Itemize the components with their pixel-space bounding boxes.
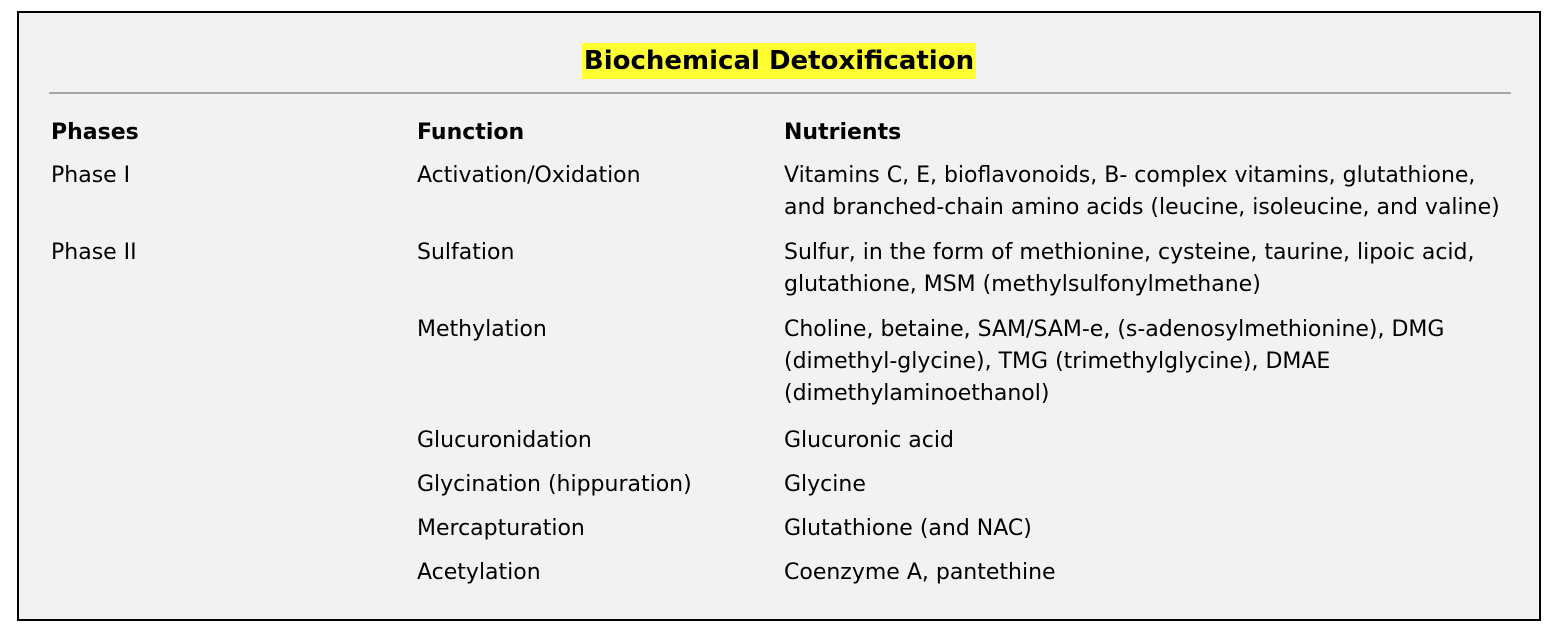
- detox-table-panel: [17, 11, 1541, 621]
- row-3-nutrients-line-1: Choline, betaine, SAM/SAM-e, (s-adenosylmethionine), DMG: [784, 317, 1445, 342]
- row-1-nutrients: [784, 160, 1504, 224]
- row-2-nutrients-line-2: glutathione, MSM (methylsulfonylmethane): [784, 272, 1261, 297]
- row-4-nutrients: Glucuronic acid: [784, 428, 954, 453]
- row-5-nutrients: Glycine: [784, 472, 866, 497]
- row-3-nutrients-line-3: (dimethylaminoethanol): [784, 381, 1050, 406]
- header-phases: Phases: [51, 120, 139, 145]
- header-nutrients: Nutrients: [784, 120, 902, 145]
- row-5-function: Glycination (hippuration): [417, 472, 692, 497]
- row-3-function: Methylation: [417, 317, 547, 342]
- row-4-function: Glucuronidation: [417, 428, 592, 453]
- row-7-nutrients: Coenzyme A, pantethine: [784, 560, 1056, 585]
- row-2-nutrients-line-1: Sulfur, in the form of methionine, cysteine, taurine, lipoic acid,: [784, 240, 1475, 265]
- row-2-phase: Phase II: [51, 240, 137, 265]
- row-7-function: Acetylation: [417, 560, 541, 585]
- header-function: Function: [417, 120, 525, 145]
- row-1-nutrients-line-2: and branched-chain amino acids (leucine, isoleucine, and valine): [784, 195, 1500, 220]
- row-1-nutrients-line-1: Vitamins C, E, bioflavonoids, B- complex vitamins, glutathione,: [784, 163, 1476, 188]
- row-2-nutrients: [784, 237, 1504, 301]
- table-title: Biochemical Detoxification: [582, 43, 976, 79]
- row-3-nutrients: [784, 314, 1504, 410]
- row-6-nutrients: Glutathione (and NAC): [784, 516, 1032, 541]
- title-divider: [49, 92, 1511, 94]
- row-2-function: Sulfation: [417, 240, 515, 265]
- title-container: [19, 43, 1539, 79]
- row-1-function: Activation/Oxidation: [417, 163, 641, 188]
- row-6-function: Mercapturation: [417, 516, 585, 541]
- row-3-nutrients-line-2: (dimethyl-glycine), TMG (trimethylglycine), DMAE: [784, 349, 1331, 374]
- row-1-phase: Phase I: [51, 163, 131, 188]
